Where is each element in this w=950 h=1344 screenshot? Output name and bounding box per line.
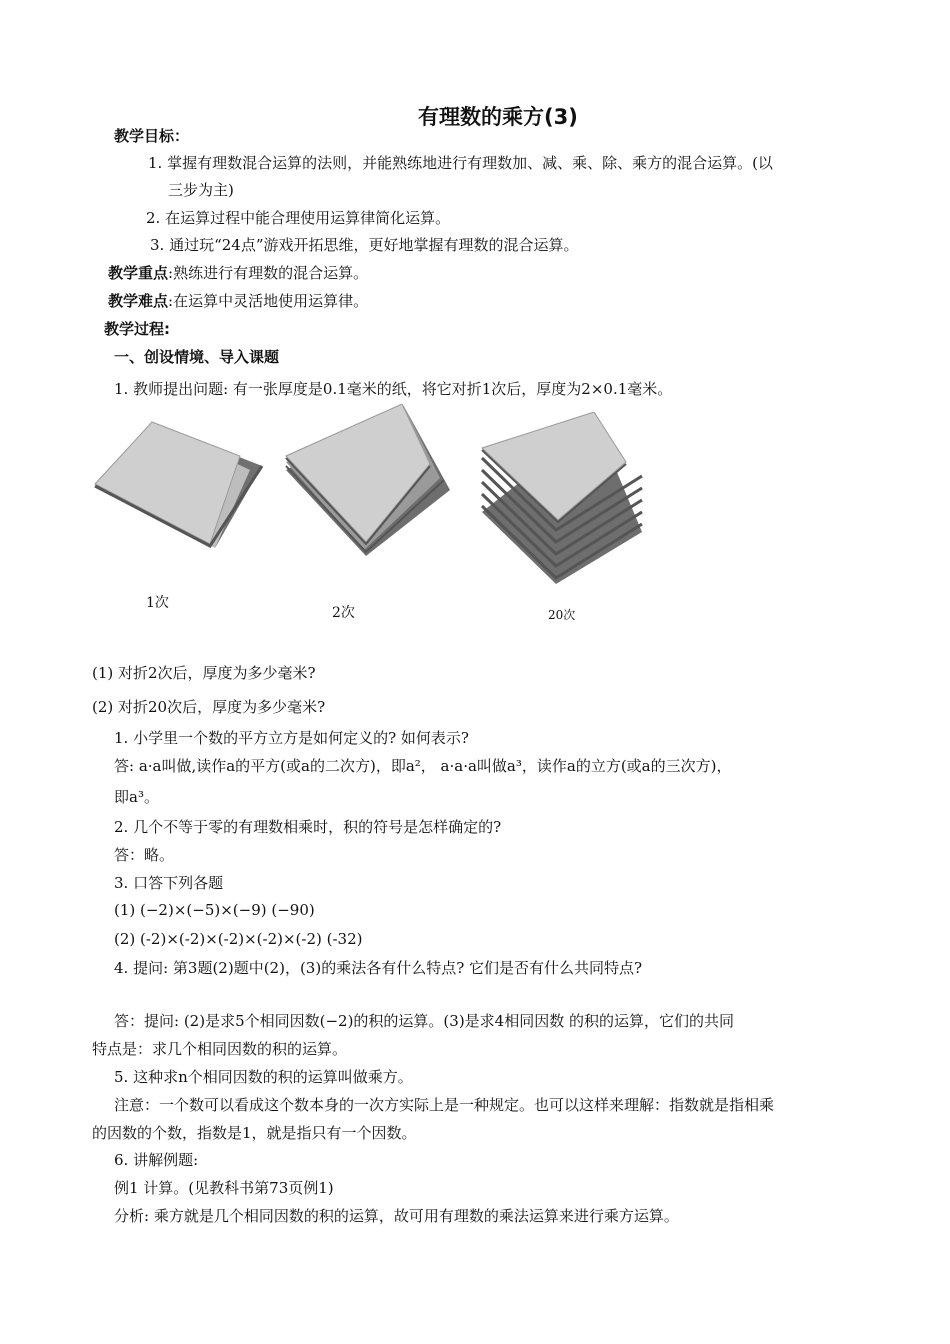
line-5: 即a³。	[114, 788, 159, 806]
key-point-label: 教学重点	[108, 264, 169, 282]
difficulty	[108, 291, 368, 311]
caption-2: 2次	[332, 605, 355, 621]
objective-1-line-2: 三步为主)	[168, 181, 234, 199]
objective-3: 3. 通过玩“24点”游戏开拓思维，更好地掌握有理数的混合运算。	[150, 236, 579, 254]
key-point	[108, 263, 368, 283]
line-10: (2) (-2)×(-2)×(-2)×(-2)×(-2) (-32)	[114, 930, 363, 948]
line-12: 答：提问: (2)是求5个相同因数(−2)的积的运算。(3)是求4相同因数 的积的运算，它们的共同	[114, 1012, 734, 1030]
line-9: (1) (−2)×(−5)×(−9) (−90)	[114, 901, 315, 919]
line-8: 3. 口答下列各题	[114, 874, 224, 892]
objectives-heading: 教学目标：	[114, 127, 190, 145]
folded-paper-1-figure	[90, 418, 275, 554]
caption-1: 1次	[146, 595, 169, 611]
process-heading: 教学过程:	[104, 320, 170, 338]
line-2: (2) 对折20次后，厚度为多少毫米?	[92, 698, 326, 716]
caption-20: 20次	[548, 608, 576, 622]
line-19: 分析: 乘方就是几个相同因数的积的运算，故可用有理数的乘法运算来进行乘方运算。	[114, 1207, 679, 1225]
line-13: 特点是：求几个相同因数的积的运算。	[92, 1040, 348, 1058]
key-point-text: :熟练进行有理数的混合运算。	[168, 264, 369, 282]
page-title: 有理数的乘方(3)	[418, 105, 578, 129]
folded-paper-20-figure	[476, 412, 651, 587]
line-16: 的因数的个数，指数是1，就是指只有一个因数。	[92, 1124, 417, 1142]
folded-paper-2-figure	[280, 404, 465, 559]
line-3: 1. 小学里一个数的平方立方是如何定义的? 如何表示?	[114, 729, 469, 747]
line-18: 例1 计算。(见教科书第73页例1)	[114, 1179, 334, 1197]
objective-1-line-1: 1. 掌握有理数混合运算的法则，并能熟练地进行有理数加、减、乘、除、乘方的混合运算。(以	[148, 154, 773, 172]
line-14: 5. 这种求n个相同因数的积的运算叫做乘方。	[114, 1068, 413, 1086]
line-1: (1) 对折2次后，厚度为多少毫米?	[92, 664, 316, 682]
difficulty-text: :在运算中灵活地使用运算律。	[168, 292, 369, 310]
section-1-heading: 一、创设情境、导入课题	[114, 348, 280, 366]
objective-2: 2. 在运算过程中能合理使用运算律简化运算。	[146, 209, 451, 227]
line-15: 注意：一个数可以看成这个数本身的一次方实际上是一种规定。也可以这样来理解：指数就是指相乘	[114, 1096, 775, 1114]
line-6: 2. 几个不等于零的有理数相乘时，积的符号是怎样确定的?	[114, 818, 502, 836]
line-7: 答：略。	[114, 846, 175, 864]
line-17: 6. 讲解例题:	[114, 1151, 199, 1169]
line-11: 4. 提问: 第3题(2)题中(2)，(3)的乘法各有什么特点? 它们是否有什么共同特点?	[114, 959, 643, 977]
difficulty-label: 教学难点	[108, 292, 169, 310]
question-1: 1. 教师提出问题: 有一张厚度是0.1毫米的纸，将它对折1次后，厚度为2×0.1毫米。	[114, 380, 673, 398]
line-4: 答: a·a叫做,读作a的平方(或a的二次方)，即a²， a·a·a叫做a³，读作a的立方(或a的三次方)，	[114, 757, 732, 775]
